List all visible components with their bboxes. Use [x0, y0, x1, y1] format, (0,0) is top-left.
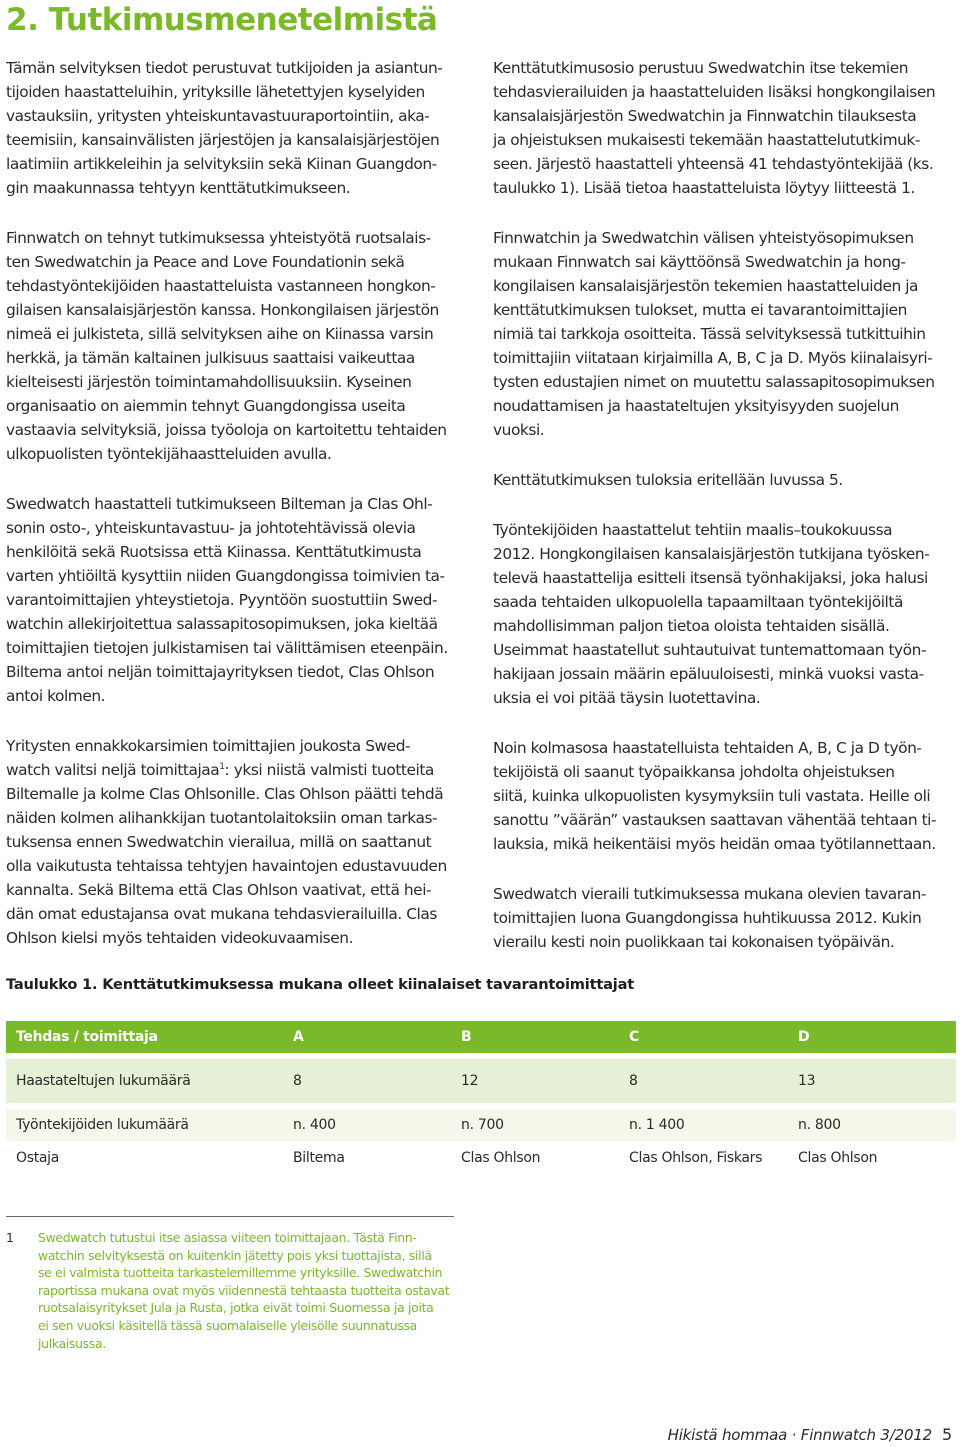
- table-cell: Ostaja: [16, 1150, 60, 1166]
- footnote-number: 1: [6, 1230, 14, 1245]
- table-cell: Clas Ohlson: [461, 1150, 541, 1166]
- table-header-cell: B: [461, 1029, 472, 1045]
- left-paragraph-1: Tämän selvityksen tiedot perustuvat tutkijoiden ja asiantun- tijoiden haastatteluihin, yrityksille lähetettyjen kyselyiden vastauksiin, yritysten yhteiskuntavastuuraportointiin, aka- teemisiin, kansainvälisten järjestöjen ja kansalaisjärjestöjen laatimiin artikkeleihin ja selvityksiin sekä Kiinan Guangdon- gin maakunnassa tehtyyn kenttätutkimukseen.: [6, 59, 443, 197]
- table-cell: 12: [461, 1073, 479, 1089]
- right-paragraph-4: Työntekijöiden haastattelut tehtiin maalis–toukokuussa 2012. Hongkongilaisen kansalaisjärjestön tutkijana työsken- televä haastattelija esitteli itsensä työnhakijaksi, joka halusi saada tehtaiden ulkopuolella tapaamiltaan työntekijöiltä mahdollisimman paljon tietoa oloista tehtaiden sisällä. Useimmat haastatellut suhtautuivat tuntemattomaan työn- hakijaan jossain määrin epäluuloisesti, minkä vuoksi vasta- uksia ei voi pitää täysin luotettavina.: [493, 521, 930, 707]
- left-paragraph-2: Finnwatch on tehnyt tutkimuksessa yhteistyötä ruotsalais- ten Swedwatchin ja Peace and Love Foundationin sekä tehdastyöntekijöiden haastatteluista vastanneen hongkon- gilaisen kansalaisjärjestön kanssa. Honkongilaisen järjestön nimeä ei julkisteta, sillä selvityksen aihe on Kiinassa varsin herkkä, ja tämän kaltainen julkisuus saattaisi vaikeuttaa kielteisesti järjestön toimintamahdollisuuksiin. Kyseinen organisaatio on aiemmin tehnyt Guangdongissa useita vastaavia selvityksiä, joissa työoloja on kartoitettu tehtaiden ulkopuolisten työntekijähaastteluiden avulla.: [6, 229, 447, 463]
- table-cell: n. 700: [461, 1117, 504, 1133]
- footnote: [6, 1229, 476, 1352]
- table-header-cell: D: [798, 1029, 810, 1045]
- table-header-cell: Tehdas / toimittaja: [16, 1029, 158, 1045]
- table-row: [6, 1059, 956, 1103]
- section-title: 2. Tutkimusmenetelmistä: [6, 2, 438, 38]
- right-paragraph-6: Swedwatch vieraili tutkimuksessa mukana olevien tavaran- toimittajien luona Guangdongissa huhtikuussa 2012. Kukin vierailu kesti noin puolikkaan tai kokonaisen työpäivän.: [493, 885, 927, 951]
- table-cell: Clas Ohlson: [798, 1150, 878, 1166]
- left-paragraph-4: [6, 734, 468, 950]
- right-paragraph-3: Kenttätutkimuksen tuloksia eritellään luvussa 5.: [493, 471, 843, 489]
- table-header-cell: A: [293, 1029, 304, 1045]
- right-paragraph-2: Finnwatchin ja Swedwatchin välisen yhteistyösopimuksen mukaan Finnwatch sai käyttöönsä Swedwatchin ja hong- kongilaisen kansalaisjärjestön tekemien haastatteluiden ja kenttätutkimuksen tulokset, mutta ei tavarantoimittajien nimiä tai tarkkoja osoitteita. Tässä selvityksessä tutkittuihin toimittajiin viitataan kirjaimilla A, B, C ja D. Myös kiinalaisyri- tysten edustajien nimet on muutettu salassapitosopimuksen noudattamisen ja haastateltujen yksityisyyden suojelun vuoksi.: [493, 229, 935, 439]
- publication-name: Hikistä hommaa · Finnwatch 3/2012: [667, 1426, 933, 1444]
- right-paragraph-1: Kenttätutkimusosio perustuu Swedwatchin itse tekemien tehdasvierailuiden ja haastatteluiden lisäksi hongkongilaisen kansalaisjärjestön Swedwatchin ja Finnwatchin tilauksesta ja ohjeistuksen mukaisesti tekemään haastattelututkimuk- seen. Järjestö haastatteli yhteensä 41 tehdastyöntekijää (ks. taulukko 1). Lisää tietoa haastatteluista löytyy liitteestä 1.: [493, 59, 936, 197]
- table-row: [6, 1109, 956, 1141]
- table-header-row: [6, 1021, 956, 1053]
- right-column: [493, 56, 955, 980]
- page-footer: [668, 1425, 952, 1444]
- table-cell: Clas Ohlson, Fiskars: [629, 1150, 763, 1166]
- left-column: [6, 56, 468, 976]
- suppliers-table: [6, 1021, 956, 1172]
- table-cell: Biltema: [293, 1150, 345, 1166]
- footnote-text: Swedwatch tutustui itse asiassa viiteen toimittajaan. Tästä Finn- watchin selvityksestä on kuitenkin jätetty pois yksi tuottajista, sillä se ei valmista tuotteita tarkastelemillemme yrityksille. Swedwatchin raportissa mukana ovat myös viidennestä tehtaasta tuotteita ostavat ruotsalaisyritykset Jula ja Rusta, jotka eivät toimi Suomessa ja joita ei sen vuoksi käsitellä tässä suomalaiselle yleisölle suunnatussa julkaisussa.: [38, 1230, 450, 1351]
- table-cell: Työntekijöiden lukumäärä: [16, 1117, 189, 1133]
- table-header-cell: C: [629, 1029, 639, 1045]
- footnote-reference: 1: [219, 761, 225, 772]
- left-paragraph-4-end: : yksi niistä valmisti tuotteita Biltemalle ja kolme Clas Ohlsonille. Clas Ohlson päätti tehdä näiden kolmen alihankkijan tuotantolaitoksiin oman tarkas- tuksensa ennen Swedwatchin vierailua, millä on saattanut olla vaikutusta tehtaissa tehtyjen havaintojen edustavuuden kannalta. Sekä Biltema että Clas Ohlson vaativat, että hei- dän omat edustajansa ovat mukana tehdasvierailuilla. Clas Ohlson kielsi myös tehtaiden videokuvaamisen.: [6, 761, 447, 947]
- table-cell: n. 400: [293, 1117, 336, 1133]
- right-paragraph-5: Noin kolmasosa haastatelluista tehtaiden A, B, C ja D työn- tekijöistä oli saanut työpaikkansa johdolta ohjeistuksen siitä, kuinka ulkopuolisten kysymyksiin tuli vastata. Heille oli sanottu ”väärän” vastauksen saattavan vähentää tehtaan ti- lauksia, mikä heikentäisi myös heidän omaa työtilannettaan.: [493, 739, 937, 853]
- table-cell: n. 1 400: [629, 1117, 685, 1133]
- left-paragraph-3: Swedwatch haastatteli tutkimukseen Bilteman ja Clas Ohl- sonin osto-, yhteiskuntavastuu- ja johtotehtävissä olevia henkilöitä sekä Ruotsissa että Kiinassa. Kenttätutkimusta varten yhtiöiltä kysyttiin niiden Guangdongissa toimivien ta- varantoimittajien yhteystietoja. Pyyntöön suostuttiin Swed- watchin allekirjoitettua salassapitosopimuksen, joka kieltää toimittajien tietojen julkistamisen tai välittämisen eteenpäin. Biltema antoi neljän toimittajayrityksen tiedot, Clas Ohlson antoi kolmen.: [6, 495, 448, 705]
- page-number: 5: [942, 1425, 952, 1444]
- table-row: [6, 1144, 956, 1172]
- table-cell: 8: [629, 1073, 638, 1089]
- table-cell: 8: [293, 1073, 302, 1089]
- table-cell: Haastateltujen lukumäärä: [16, 1073, 191, 1089]
- table-cell: 13: [798, 1073, 816, 1089]
- table-cell: n. 800: [798, 1117, 841, 1133]
- left-paragraph-4-start: Yritysten ennakkokarsimien toimittajien joukosta Swed- watch valitsi neljä toimittajaa: [6, 737, 411, 779]
- footnote-divider: [6, 1216, 454, 1217]
- table-caption: Taulukko 1. Kenttätutkimuksessa mukana olleet kiinalaiset tavarantoimittajat: [6, 976, 635, 993]
